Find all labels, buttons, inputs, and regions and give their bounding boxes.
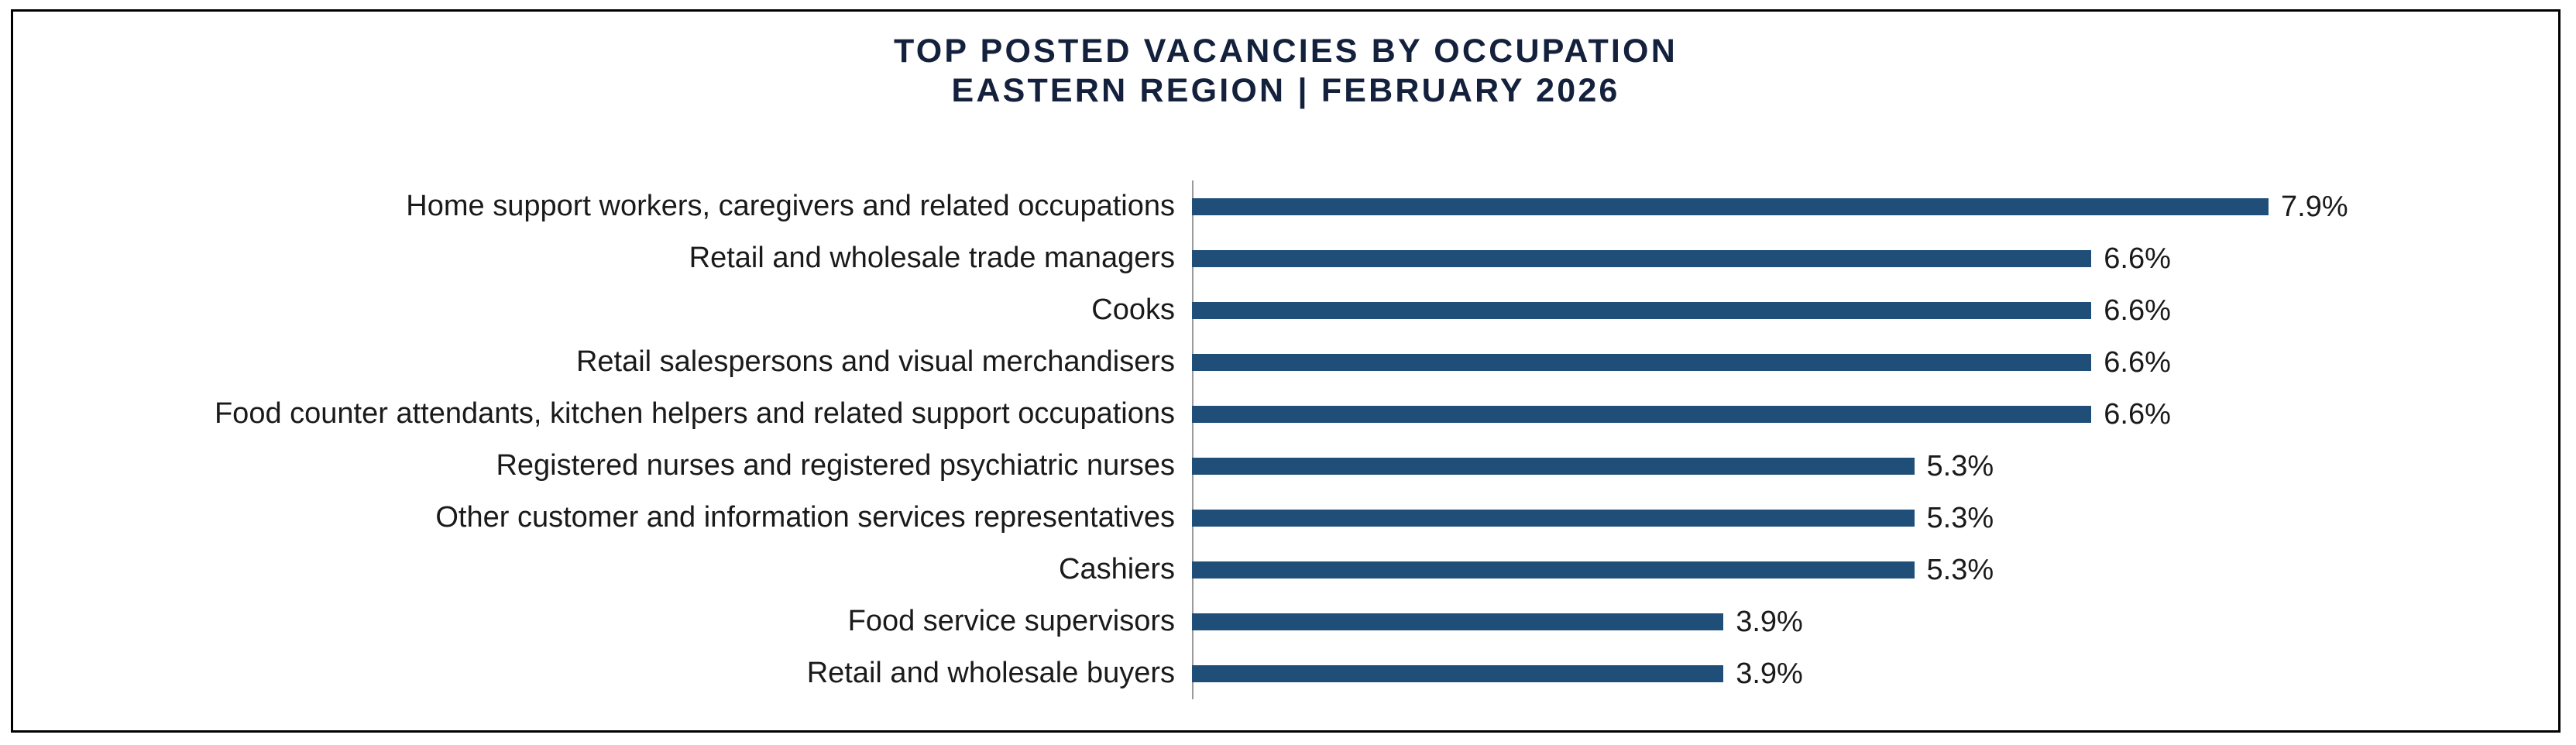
bar-value-label: 7.9% [2281, 190, 2348, 223]
bar-category-label: Registered nurses and registered psychiatric nurses [496, 448, 1175, 482]
bar [1192, 406, 2091, 423]
bar [1192, 665, 1723, 682]
bar-category-label: Food service supervisors [847, 604, 1175, 637]
bar-track [1192, 388, 2543, 440]
bar-track [1192, 440, 2543, 492]
bar-category-label: Retail and wholesale trade managers [689, 241, 1175, 274]
bar [1192, 250, 2091, 267]
bar [1192, 302, 2091, 319]
chart-frame [11, 9, 2561, 733]
bar [1192, 613, 1723, 630]
bar-category-label: Food counter attendants, kitchen helpers and related support occupations [214, 397, 1175, 430]
bar-category-label: Cooks [1091, 293, 1175, 326]
bar-row [38, 596, 2543, 647]
bar-value-label: 5.3% [1926, 449, 1994, 482]
chart-title-line-2: EASTERN REGION | FEBRUARY 2026 [951, 71, 1620, 109]
bar-track [1192, 336, 2543, 388]
bar [1192, 510, 1915, 527]
bar [1192, 458, 1915, 475]
bar-category-label: Other customer and information services representatives [435, 500, 1175, 534]
bar-category-label: Retail and wholesale buyers [806, 656, 1175, 689]
bar-track [1192, 284, 2543, 336]
bar-row [38, 492, 2543, 544]
bar-value-label: 3.9% [1736, 657, 1803, 690]
bar-value-label: 5.3% [1926, 553, 1994, 586]
bar-value-label: 6.6% [2104, 397, 2171, 431]
bar-track [1192, 180, 2543, 232]
chart-title-line-1: TOP POSTED VACANCIES BY OCCUPATION [894, 33, 1678, 70]
bar-value-label: 6.6% [2104, 242, 2171, 275]
chart-title [13, 32, 2558, 110]
bar-row [38, 284, 2543, 336]
bar-rows [38, 180, 2543, 699]
bar-category-label: Home support workers, caregivers and related occupations [406, 189, 1175, 222]
bar-track [1192, 544, 2543, 596]
bar-category-label: Cashiers [1059, 552, 1175, 585]
bar-track [1192, 647, 2543, 699]
bar-value-label: 6.6% [2104, 345, 2171, 379]
bar-row [38, 232, 2543, 284]
bar [1192, 354, 2091, 371]
bar-category-label: Retail salespersons and visual merchandisers [575, 345, 1175, 378]
bar-row [38, 180, 2543, 232]
plot-area [13, 180, 2558, 730]
bar-track [1192, 492, 2543, 544]
bar-row [38, 336, 2543, 388]
bar [1192, 198, 2269, 215]
bar-row [38, 440, 2543, 492]
bar-value-label: 6.6% [2104, 294, 2171, 327]
bar-track [1192, 232, 2543, 284]
bar [1192, 561, 1915, 578]
bar-row [38, 544, 2543, 596]
bar-row [38, 388, 2543, 440]
bar-track [1192, 596, 2543, 647]
bar-row [38, 647, 2543, 699]
bar-value-label: 3.9% [1736, 605, 1803, 638]
bar-value-label: 5.3% [1926, 501, 1994, 534]
